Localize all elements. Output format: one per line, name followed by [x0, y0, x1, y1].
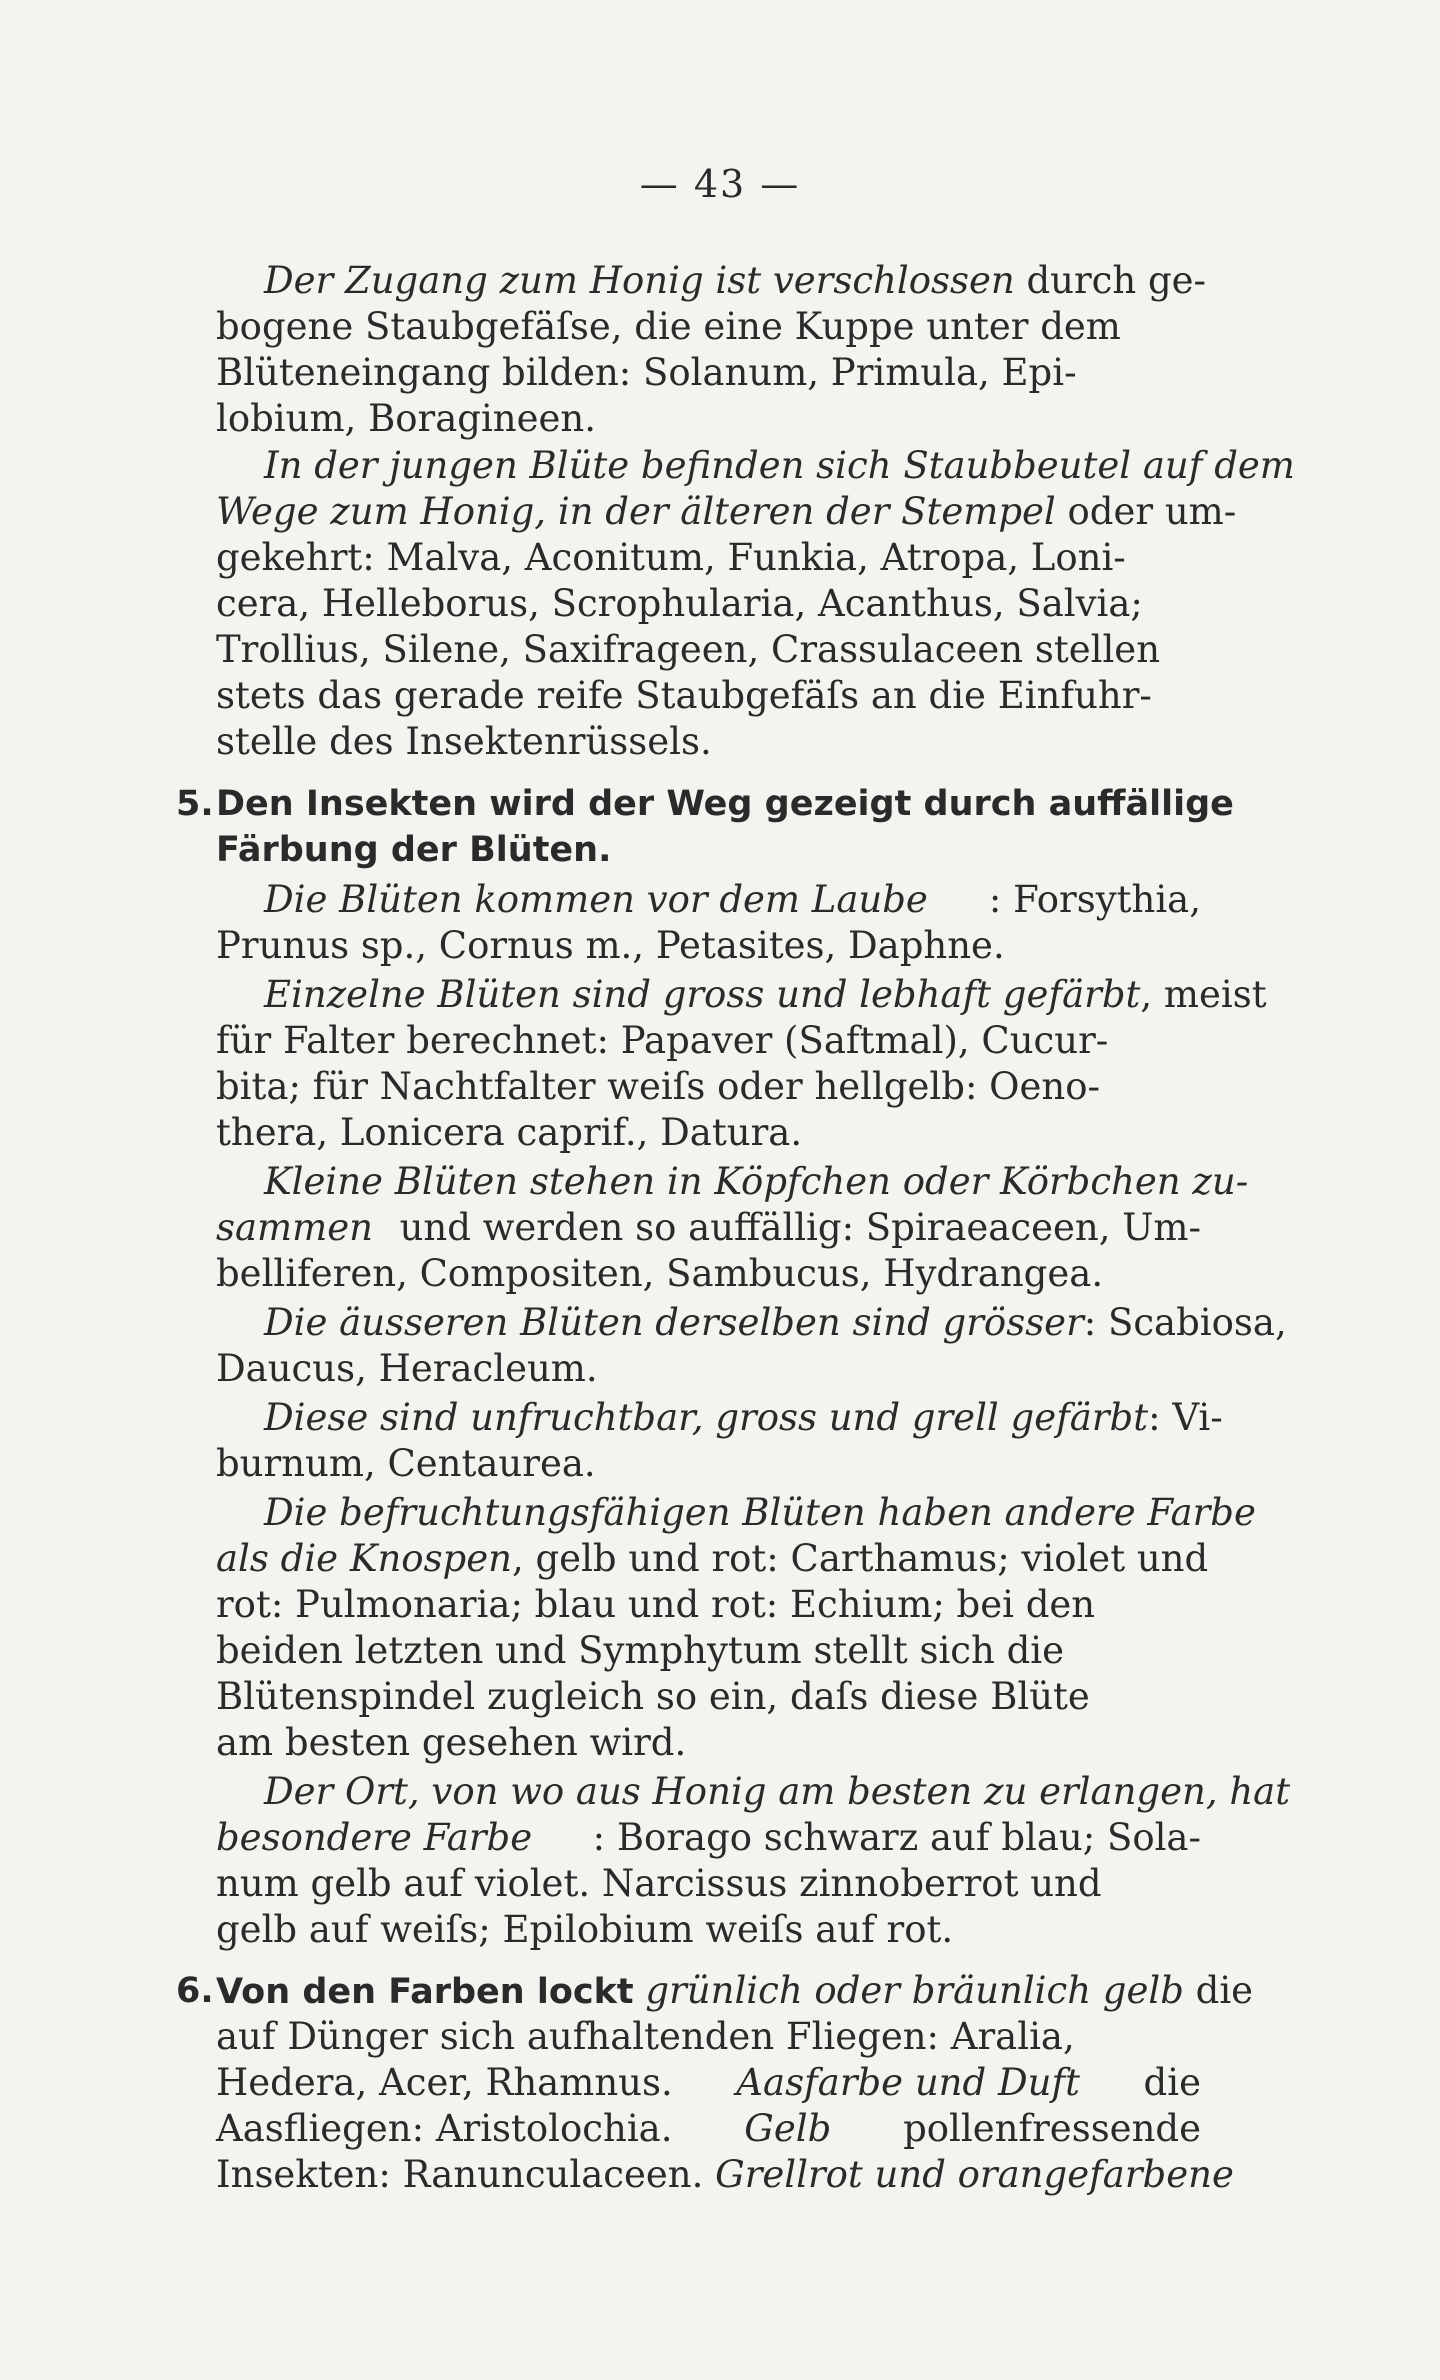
section-heading-6: 6. Von den Farben lockt grünlich oder bräunlich gelb die: [176, 1969, 1254, 2012]
text-line: Hedera, Acer, Rhamnus. Aasfarbe und Duft die: [216, 2061, 1201, 2104]
text-line: Blütenspindel zugleich so ein, daſs diese Blüte: [216, 1675, 1090, 1718]
text-line: num gelb auf violet. Narcissus zinnoberrot und: [216, 1862, 1102, 1905]
text-line: rot: Pulmonaria; blau und rot: Echium; bei den: [216, 1583, 1096, 1626]
text-line: Blüteneingang bilden: Solanum, Primula, Epi-: [216, 351, 1077, 394]
text-line: Prunus sp., Cornus m., Petasites, Daphne.: [216, 924, 1005, 967]
text-line: für Falter berechnet: Papaver (Saftmal), Cucur-: [216, 1019, 1109, 1062]
text-line: Daucus, Heracleum.: [216, 1347, 598, 1390]
text-line: In der jungen Blüte befinden sich Staubbeutel auf dem: [264, 444, 1295, 487]
text-line: Die Blüten kommen vor dem Laube : Forsythia,: [264, 878, 1201, 921]
text-line: am besten gesehen wird.: [216, 1721, 687, 1764]
text-line: als die Knospen , gelb und rot: Carthamus; violet und: [216, 1537, 1209, 1580]
text-line: sammen und werden so auffällig: Spiraeaceen, Um-: [216, 1206, 1201, 1249]
text-line: Diese sind unfruchtbar, gross und grell gefärbt : Vi-: [264, 1396, 1223, 1439]
text-line: besondere Farbe : Borago schwarz auf blau; Sola-: [216, 1816, 1201, 1859]
text-line: stelle des Insektenrüssels.: [216, 720, 712, 763]
text-line: Wege zum Honig, in der älteren der Stempel oder um-: [216, 490, 1237, 533]
text-line: stets das gerade reife Staubgefäſs an die Einfuhr-: [216, 674, 1152, 717]
text-line: Insekten: Ranunculaceen. Grellrot und orangefarbene: [216, 2153, 1234, 2196]
text-line: Der Zugang zum Honig ist verschlossen durch ge-: [264, 259, 1207, 302]
text-line: bita; für Nachtfalter weiſs oder hellgelb: Oeno-: [216, 1065, 1101, 1108]
text-line: Die befruchtungsfähigen Blüten haben andere Farbe: [264, 1491, 1256, 1534]
page-number: — 43 —: [639, 162, 801, 206]
text-line: Kleine Blüten stehen in Köpfchen oder Körbchen zu-: [264, 1160, 1249, 1203]
text-line: burnum, Centaurea.: [216, 1442, 596, 1485]
text-line: Einzelne Blüten sind gross und lebhaft gefärbt , meist: [264, 973, 1267, 1016]
text-line: Aasfliegen: Aristolochia. Gelb pollenfressende: [216, 2107, 1201, 2150]
text-line: cera, Helleborus, Scrophularia, Acanthus, Salvia;: [216, 582, 1143, 625]
section-heading-5: 5. Den Insekten wird der Weg gezeigt durch auffällige: [176, 784, 1234, 824]
text-line: gekehrt: Malva, Aconitum, Funkia, Atropa, Loni-: [216, 536, 1126, 579]
text-line: thera, Lonicera caprif., Datura.: [216, 1111, 803, 1154]
text-line: Trollius, Silene, Saxifrageen, Crassulaceen stellen: [216, 628, 1161, 671]
text-line: beiden letzten und Symphytum stellt sich die: [216, 1629, 1065, 1672]
text-line: lobium, Boragineen.: [216, 397, 597, 440]
text-line: auf Dünger sich aufhaltenden Fliegen: Aralia,: [216, 2015, 1075, 2058]
text-line: gelb auf weiſs; Epilobium weiſs auf rot.: [216, 1908, 954, 1951]
text-line: bogene Staubgefäſse, die eine Kuppe unter dem: [216, 305, 1121, 348]
section-heading-5-cont: Färbung der Blüten.: [216, 830, 612, 870]
text-line: Der Ort, von wo aus Honig am besten zu erlangen, hat: [264, 1770, 1291, 1813]
text-line: belliferen, Compositen, Sambucus, Hydrangea.: [216, 1252, 1104, 1295]
text-line: Die äusseren Blüten derselben sind grösser : Scabiosa,: [264, 1301, 1287, 1344]
